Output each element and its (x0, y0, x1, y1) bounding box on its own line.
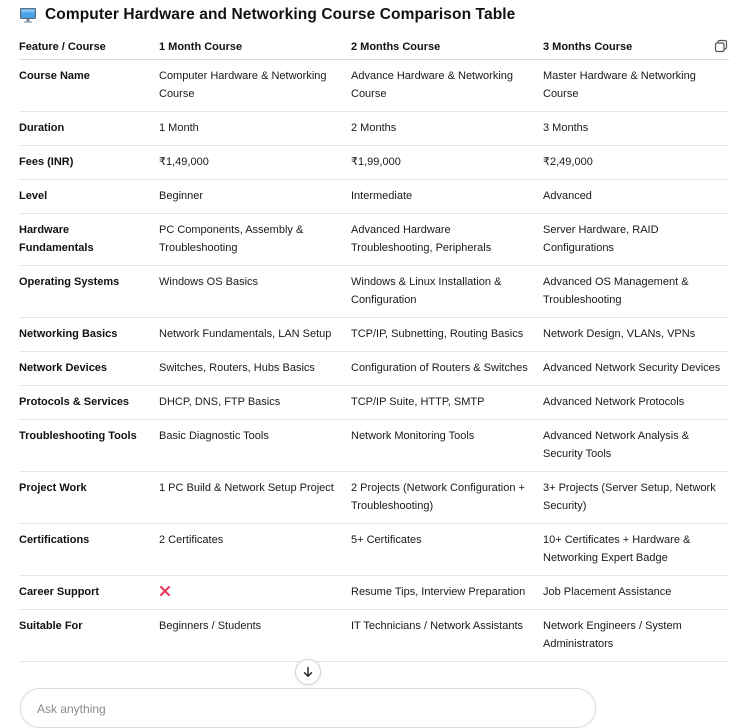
header-1-month: 1 Month Course (159, 40, 243, 53)
cell-feature: Fees (INR) (19, 156, 74, 168)
cell-2-months: Network Monitoring Tools (351, 430, 475, 442)
scroll-down-button[interactable] (295, 659, 321, 685)
cell-feature: Suitable For (19, 620, 83, 632)
table-row (19, 576, 729, 610)
cell-3-months: Advanced Network Security Devices (543, 362, 721, 374)
cell-feature: Certifications (19, 534, 90, 546)
cell-1-month: PC Components, Assembly & Troubleshooting (159, 224, 304, 254)
table-row (19, 352, 729, 386)
cell-feature: Troubleshooting Tools (19, 430, 137, 442)
table-row (19, 180, 729, 214)
cell-feature: Operating Systems (19, 276, 120, 288)
cell-1-month: Network Fundamentals, LAN Setup (159, 328, 332, 340)
table-row (19, 60, 729, 112)
chat-composer[interactable] (20, 688, 596, 728)
table-row (19, 266, 729, 318)
table-row (19, 420, 729, 472)
page-title: Computer Hardware and Networking Course Comparison Table (45, 6, 516, 23)
table-row (19, 214, 729, 266)
computer-monitor-icon (19, 6, 37, 24)
composer-input[interactable] (35, 701, 579, 717)
comparison-table (19, 34, 729, 662)
cell-1-month (159, 583, 351, 601)
cell-3-months: Network Engineers / System Administrators (543, 620, 682, 650)
header-2-months: 2 Months Course (351, 40, 441, 53)
table-header-row (19, 34, 729, 60)
cross-mark-icon (159, 585, 171, 597)
cell-2-months: TCP/IP Suite, HTTP, SMTP (351, 396, 485, 408)
copy-icon[interactable] (713, 38, 729, 54)
cell-3-months: Server Hardware, RAID Configurations (543, 224, 659, 254)
cell-1-month: 1 PC Build & Network Setup Project (159, 482, 334, 494)
cell-2-months: Intermediate (351, 190, 413, 202)
cell-3-months: ₹2,49,000 (543, 156, 593, 168)
cell-2-months: Advanced Hardware Troubleshooting, Peripherals (351, 224, 492, 254)
cell-3-months: Job Placement Assistance (543, 586, 672, 598)
table-row (19, 386, 729, 420)
cell-2-months: ₹1,99,000 (351, 156, 401, 168)
cell-2-months: TCP/IP, Subnetting, Routing Basics (351, 328, 524, 340)
cell-2-months: 2 Projects (Network Configuration + Troubleshooting) (351, 482, 525, 512)
cell-feature: Course Name (19, 70, 90, 82)
cell-feature: Protocols & Services (19, 396, 130, 408)
cell-2-months: Windows & Linux Installation & Configuration (351, 276, 502, 306)
cell-feature: Hardware Fundamentals (19, 224, 94, 254)
cell-3-months: 10+ Certificates + Hardware & Networking Expert Badge (543, 534, 691, 564)
cell-2-months: IT Technicians / Network Assistants (351, 620, 523, 632)
cell-feature: Duration (19, 122, 65, 134)
header-3-months: 3 Months Course (543, 40, 633, 53)
cell-1-month: Computer Hardware & Networking Course (159, 70, 327, 100)
cell-1-month: Basic Diagnostic Tools (159, 430, 269, 442)
arrow-down-icon (302, 666, 314, 678)
table-row (19, 610, 729, 662)
title-row (19, 6, 515, 24)
cell-1-month: 2 Certificates (159, 534, 224, 546)
cell-1-month: 1 Month (159, 122, 199, 134)
cell-3-months: Master Hardware & Networking Course (543, 70, 696, 100)
cell-2-months: Advance Hardware & Networking Course (351, 70, 514, 100)
cell-2-months: 2 Months (351, 122, 397, 134)
cell-3-months: Advanced Network Analysis & Security Tools (543, 430, 690, 460)
cell-3-months: Advanced OS Management & Troubleshooting (543, 276, 689, 306)
table-body (19, 60, 729, 662)
table-row (19, 318, 729, 352)
cell-2-months: Resume Tips, Interview Preparation (351, 586, 526, 598)
cell-3-months: Network Design, VLANs, VPNs (543, 328, 696, 340)
cell-3-months: Advanced Network Protocols (543, 396, 685, 408)
cell-1-month: ₹1,49,000 (159, 156, 209, 168)
cell-1-month: Switches, Routers, Hubs Basics (159, 362, 315, 374)
table-row (19, 472, 729, 524)
cell-feature: Level (19, 190, 48, 202)
table-row (19, 112, 729, 146)
table-row (19, 146, 729, 180)
cell-3-months: 3+ Projects (Server Setup, Network Security) (543, 482, 716, 512)
cell-feature: Project Work (19, 482, 87, 494)
cell-1-month: Beginner (159, 190, 204, 202)
cell-feature: Career Support (19, 586, 100, 598)
cell-2-months: 5+ Certificates (351, 534, 422, 546)
cell-3-months: 3 Months (543, 122, 589, 134)
cell-1-month: Windows OS Basics (159, 276, 259, 288)
cell-feature: Networking Basics (19, 328, 118, 340)
cell-3-months: Advanced (543, 190, 592, 202)
cell-1-month: DHCP, DNS, FTP Basics (159, 396, 281, 408)
header-feature: Feature / Course (19, 40, 106, 53)
cell-2-months: Configuration of Routers & Switches (351, 362, 528, 374)
cell-1-month: Beginners / Students (159, 620, 262, 632)
cell-feature: Network Devices (19, 362, 108, 374)
table-row (19, 524, 729, 576)
